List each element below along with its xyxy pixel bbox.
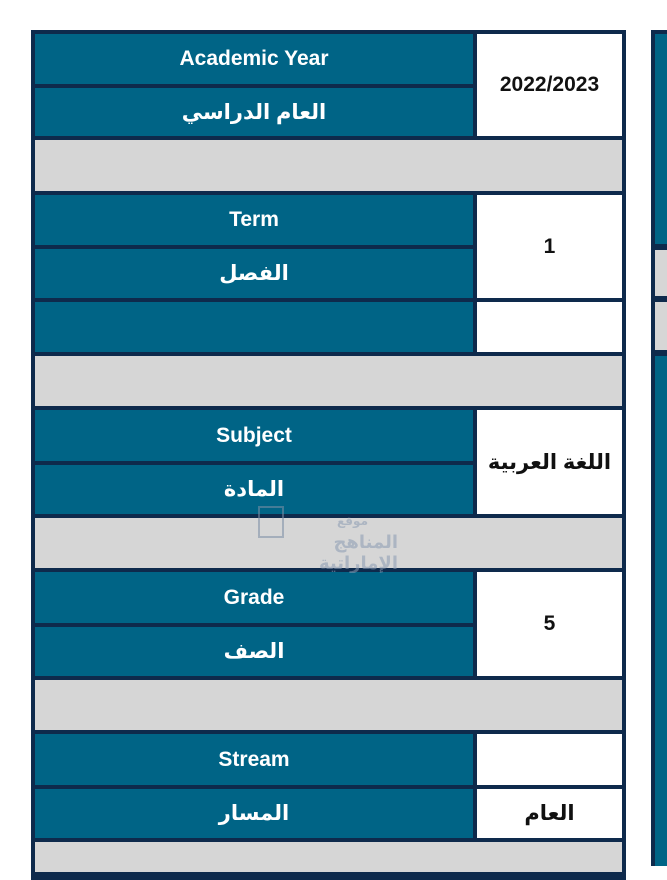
stream-value: العام — [477, 789, 622, 838]
spacer-row — [35, 680, 622, 730]
spacer-row — [35, 518, 622, 568]
subject-value: اللغة العربية — [477, 410, 622, 514]
spacer-row — [35, 356, 622, 406]
academic-year-label-ar: العام الدراسي — [35, 88, 473, 136]
stream-label-en: Stream — [35, 734, 473, 785]
blank-label-row — [35, 302, 473, 352]
term-label-ar: الفصل — [35, 249, 473, 298]
grade-value: 5 — [477, 572, 622, 676]
grade-label-ar: الصف — [35, 627, 473, 676]
blank-value-cell — [477, 302, 622, 352]
grade-label-en: Grade — [35, 572, 473, 623]
stream-value-top-empty — [477, 734, 622, 785]
subject-label-en: Subject — [35, 410, 473, 461]
watermark-line2: المناهج الإماراتية — [318, 532, 398, 573]
stream-label-ar: المسار — [35, 789, 473, 838]
term-value: 1 — [477, 195, 622, 298]
spacer-row — [35, 842, 622, 872]
watermark-line1: موقع — [336, 514, 368, 528]
spacer-row — [35, 140, 622, 191]
academic-year-label-en: Academic Year — [35, 34, 473, 84]
academic-year-value: 2022/2023 — [477, 34, 622, 136]
term-label-en: Term — [35, 195, 473, 245]
subject-label-ar: المادة — [35, 465, 473, 514]
adjacent-table-edge — [651, 30, 667, 866]
